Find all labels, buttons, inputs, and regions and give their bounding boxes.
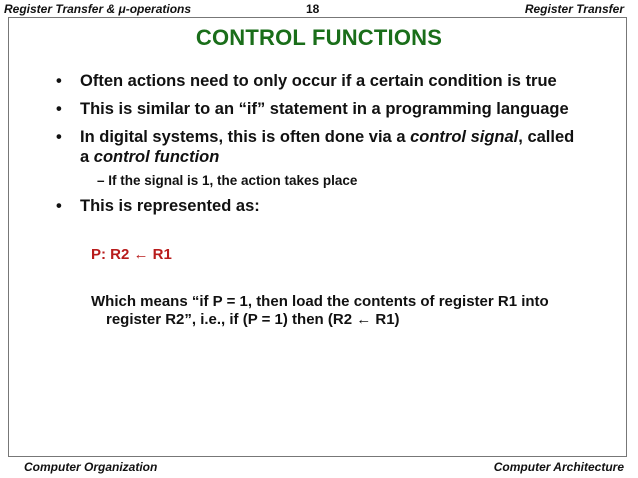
page-number: 18 xyxy=(306,2,320,16)
explanation-line-1: Which means “if P = 1, then load the contents of register R1 into xyxy=(91,293,549,310)
bullet-dot-icon: • xyxy=(56,72,62,90)
header-right: Register Transfer xyxy=(524,2,624,16)
bullet-dot-icon: • xyxy=(56,197,62,215)
bullet-3-text-b: , called xyxy=(518,128,575,146)
bullet-3-line-2 xyxy=(80,148,219,167)
explanation-line-2: register R2”, i.e., if (P = 1) then (R2 ← R1) xyxy=(106,311,400,328)
bullet-3-emphasis-a: control signal xyxy=(410,128,519,146)
bullet-4: This is represented as: xyxy=(80,197,260,215)
control-statement: P: R2 ← R1 xyxy=(91,246,172,263)
bullet-dot-icon: • xyxy=(56,128,62,146)
bullet-3-line-1 xyxy=(80,128,574,147)
sub-bullet: – If the signal is 1, the action takes place xyxy=(97,173,358,188)
slide-title: CONTROL FUNCTIONS xyxy=(195,25,443,50)
footer-left: Computer Organization xyxy=(24,460,158,474)
bullet-1: Often actions need to only occur if a certain condition is true xyxy=(80,72,557,90)
bullet-2: This is similar to an “if” statement in a programming language xyxy=(80,100,569,118)
footer-right: Computer Architecture xyxy=(493,460,624,474)
bullet-3-emphasis-b: control function xyxy=(93,148,220,166)
bullet-dot-icon: • xyxy=(56,100,62,118)
bullet-3-cont: a xyxy=(80,148,94,166)
header-left: Register Transfer & μ-operations xyxy=(4,2,192,16)
bullet-3-text-a: In digital systems, this is often done via a xyxy=(80,128,411,146)
